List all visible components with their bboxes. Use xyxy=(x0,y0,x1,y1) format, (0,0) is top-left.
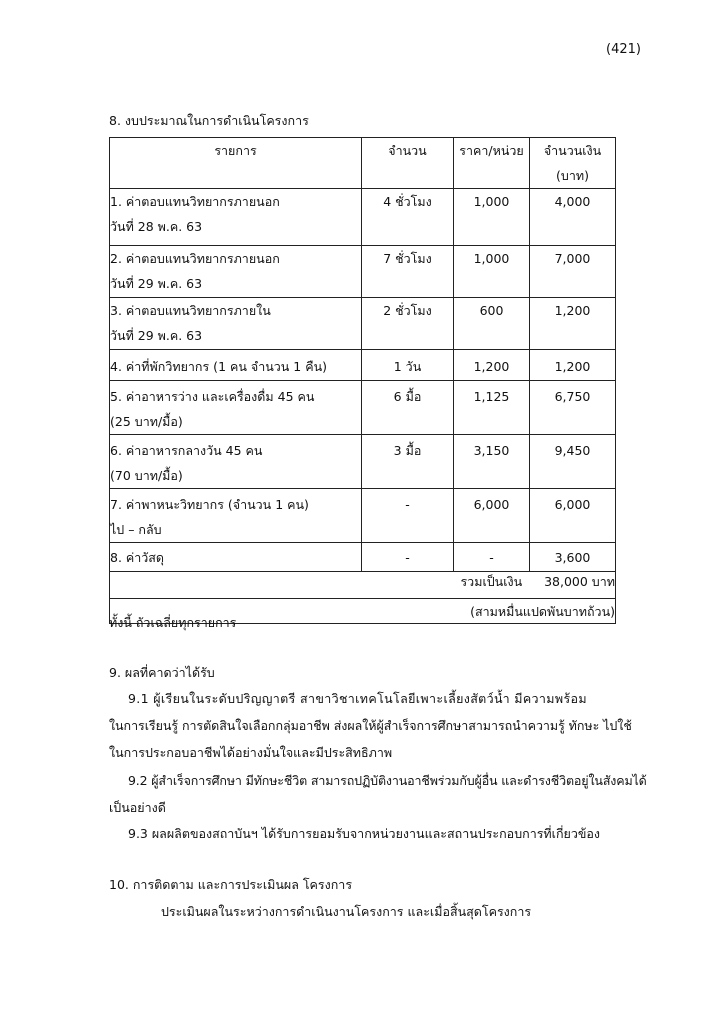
row-amount: 4,000 xyxy=(530,189,616,246)
row-quantity: - xyxy=(362,489,454,543)
table-row xyxy=(110,381,616,435)
row-unit-price: 1,000 xyxy=(454,189,530,246)
table-row xyxy=(110,543,616,572)
row-item: 2. ค่าตอบแทนวิทยากรภายนอก วันที่ 29 พ.ค. 63 xyxy=(110,246,362,298)
header-unit-price: ราคา/หน่วย xyxy=(454,138,530,189)
row-item: 3. ค่าตอบแทนวิทยากรภายใน วันที่ 29 พ.ค. 63 xyxy=(110,298,362,350)
row-amount: 6,750 xyxy=(530,381,616,435)
row-item: 5. ค่าอาหารว่าง และเครื่องดื่ม 45 คน (25 บาท/มื้อ) xyxy=(110,381,362,435)
row-quantity: 2 ชั่วโมง xyxy=(362,298,454,350)
section-8-heading: 8. งบประมาณในการดำเนินโครงการ xyxy=(109,113,309,128)
row-amount: 7,000 xyxy=(530,246,616,298)
section-9-2-line1: 9.2 ผู้สำเร็จการศึกษา มีทักษะชีวิต สามารถปฏิบัติงานอาชีพร่วมกับผู้อื่น และดำรงชีวิตอยู่ในสังคมได้ xyxy=(128,773,647,788)
section-9-1-line1: 9.1 ผู้เรียนในระดับปริญญาตรี สาขาวิชาเทคโนโลยีเพาะเลี้ยงสัตว์น้ำ มีความพร้อม xyxy=(128,691,587,706)
table-row xyxy=(110,435,616,489)
section-9-3-line1: 9.3 ผลผลิตของสถาบันฯ ได้รับการยอมรับจากหน่วยงานและสถานประกอบการที่เกี่ยวข้อง xyxy=(128,826,601,841)
total-label: รวมเป็นเงิน xyxy=(460,574,523,589)
table-note: ทั้งนี้ ถัวเฉลี่ยทุกรายการ xyxy=(109,615,237,630)
total-value: 38,000 บาท xyxy=(544,574,615,589)
row-unit-price: 1,000 xyxy=(454,246,530,298)
header-item: รายการ xyxy=(110,138,362,189)
header-quantity: จำนวน xyxy=(362,138,454,189)
total-cell xyxy=(110,572,616,599)
total-words: (สามหมื่นแปดพันบาทถ้วน) xyxy=(110,599,616,624)
row-quantity: 6 มื้อ xyxy=(362,381,454,435)
row-amount: 6,000 xyxy=(530,489,616,543)
row-quantity: 3 มื้อ xyxy=(362,435,454,489)
row-unit-price: 1,200 xyxy=(454,350,530,381)
row-item: 8. ค่าวัสดุ xyxy=(110,543,362,572)
row-unit-price: 3,150 xyxy=(454,435,530,489)
row-unit-price: 1,125 xyxy=(454,381,530,435)
section-9-1-line2: ในการเรียนรู้ การตัดสินใจเลือกกลุ่มอาชีพ ส่งผลให้ผู้สำเร็จการศึกษาสามารถนำความรู้ ทักษะ ไปใช้ xyxy=(109,718,632,733)
table-header-row xyxy=(110,138,616,189)
row-quantity: 7 ชั่วโมง xyxy=(362,246,454,298)
total-row xyxy=(110,572,616,599)
table-row xyxy=(110,298,616,350)
table-row xyxy=(110,489,616,543)
section-10-body: ประเมินผลในระหว่างการดำเนินงานโครงการ และเมื่อสิ้นสุดโครงการ xyxy=(161,904,532,919)
row-item: 6. ค่าอาหารกลางวัน 45 คน (70 บาท/มื้อ) xyxy=(110,435,362,489)
budget-table xyxy=(109,137,616,624)
row-amount: 1,200 xyxy=(530,350,616,381)
row-item: 4. ค่าที่พักวิทยากร (1 คน จำนวน 1 คืน) xyxy=(110,350,362,381)
section-10-heading: 10. การติดตาม และการประเมินผล โครงการ xyxy=(109,877,353,892)
header-amount xyxy=(530,138,616,189)
row-unit-price: - xyxy=(454,543,530,572)
row-quantity: 1 วัน xyxy=(362,350,454,381)
row-item: 7. ค่าพาหนะวิทยากร (จำนวน 1 คน) ไป – กลับ xyxy=(110,489,362,543)
section-9-heading: 9. ผลที่คาดว่าได้รับ xyxy=(109,665,215,680)
row-amount: 9,450 xyxy=(530,435,616,489)
row-quantity: - xyxy=(362,543,454,572)
section-9-1-line3: ในการประกอบอาชีพได้อย่างมั่นใจและมีประสิทธิภาพ xyxy=(109,745,393,760)
page-number: (421) xyxy=(606,42,641,57)
row-amount: 3,600 xyxy=(530,543,616,572)
section-9-2-line2: เป็นอย่างดี xyxy=(109,800,166,815)
row-item: 1. ค่าตอบแทนวิทยากรภายนอก วันที่ 28 พ.ค. 63 xyxy=(110,189,362,246)
row-amount: 1,200 xyxy=(530,298,616,350)
row-quantity: 4 ชั่วโมง xyxy=(362,189,454,246)
row-unit-price: 6,000 xyxy=(454,489,530,543)
header-amount-label: จำนวนเงิน xyxy=(543,143,602,158)
table-row xyxy=(110,246,616,298)
header-amount-unit: (บาท) xyxy=(556,168,589,183)
row-unit-price: 600 xyxy=(454,298,530,350)
table-row xyxy=(110,189,616,246)
table-row xyxy=(110,350,616,381)
